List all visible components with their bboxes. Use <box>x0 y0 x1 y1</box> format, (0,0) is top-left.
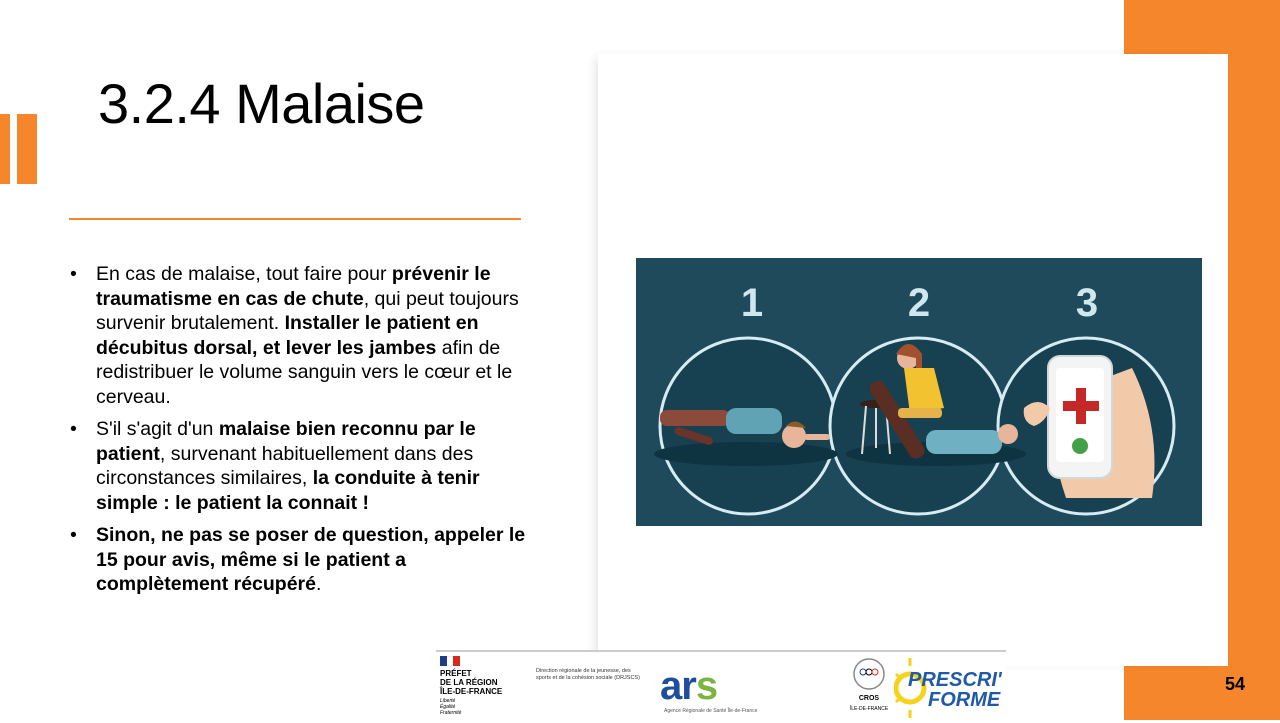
prefet-line-3: ÎLE-DE-FRANCE <box>440 687 503 696</box>
drjscs-text: Direction régionale de la jeunesse, des sports et de la cohésion sociale (DRJSCS) <box>536 668 640 681</box>
slide-title: 3.2.4 Malaise <box>98 72 425 135</box>
motto-line: Fraternité <box>440 710 462 716</box>
prefet-line-1: PRÉFET <box>440 669 472 678</box>
malaise-steps-illustration <box>636 258 1202 526</box>
bullet-run: S'il s'agit d'un <box>96 418 219 440</box>
title-accent-bars <box>0 114 40 184</box>
bullet-run: , survenant habituellement dans des circonstances similaires, <box>96 442 474 489</box>
bullet-run: En cas de malaise, tout faire pour <box>96 263 392 285</box>
ars-logo-part-b: s <box>695 664 718 708</box>
bullet-run-bold: malaise bien reconnu par le patient <box>96 418 476 465</box>
prescriforme-logo <box>894 652 1006 722</box>
illustration-svg <box>636 258 1202 526</box>
motto-line: Liberté <box>440 698 456 704</box>
title-underline <box>69 218 521 220</box>
bullet-run: . <box>316 573 322 595</box>
step-label-3: 3 <box>1075 281 1099 325</box>
bullet-run-bold: Installer le patient en décubitus dorsal, et lever les jambes <box>96 312 479 359</box>
prefet-line-2: DE LA RÉGION <box>440 678 498 687</box>
step-label-1: 1 <box>740 281 764 325</box>
bullet-item <box>70 262 540 409</box>
french-flag-icon <box>440 656 460 666</box>
prescriforme-text <box>908 670 1002 710</box>
ars-logo <box>660 664 717 708</box>
bullet-list <box>70 262 540 605</box>
bullet-run: , qui peut toujours survenir brutalement. <box>96 287 519 334</box>
bullet-run: afin de redistribuer le volume sanguin vers le cœur et le cerveau. <box>96 336 513 408</box>
page-number: 54 <box>1224 674 1246 694</box>
bullet-item <box>70 523 540 597</box>
cros-name: CROS <box>858 695 880 702</box>
step-label-2: 2 <box>907 281 931 325</box>
bullet-item <box>70 417 540 515</box>
bullet-run-bold: Sinon, ne pas se poser de question, appeler le 15 pour avis, même si le patient a complètement récupéré <box>96 524 526 595</box>
bullet-run-bold: prévenir le traumatisme en cas de chute <box>96 263 491 310</box>
prescriforme-line-1: PRESCRI' <box>908 669 1002 691</box>
cros-region: ÎLE-DE-FRANCE <box>849 706 889 712</box>
cros-logo <box>846 656 892 718</box>
prefet-logo <box>440 656 536 718</box>
partner-logos-strip <box>436 650 1006 722</box>
bullet-run-bold: la conduite à tenir simple : le patient la connait ! <box>96 467 480 514</box>
cros-emblem-icon <box>846 656 892 718</box>
ars-subtitle: Agence Régionale de Santé Île-de-France <box>664 708 758 714</box>
prescriforme-line-2: FORME <box>928 689 1001 711</box>
ars-logo-part-a: ar <box>660 664 696 708</box>
motto-line: Égalité <box>440 704 456 710</box>
prefet-motto <box>440 698 536 716</box>
